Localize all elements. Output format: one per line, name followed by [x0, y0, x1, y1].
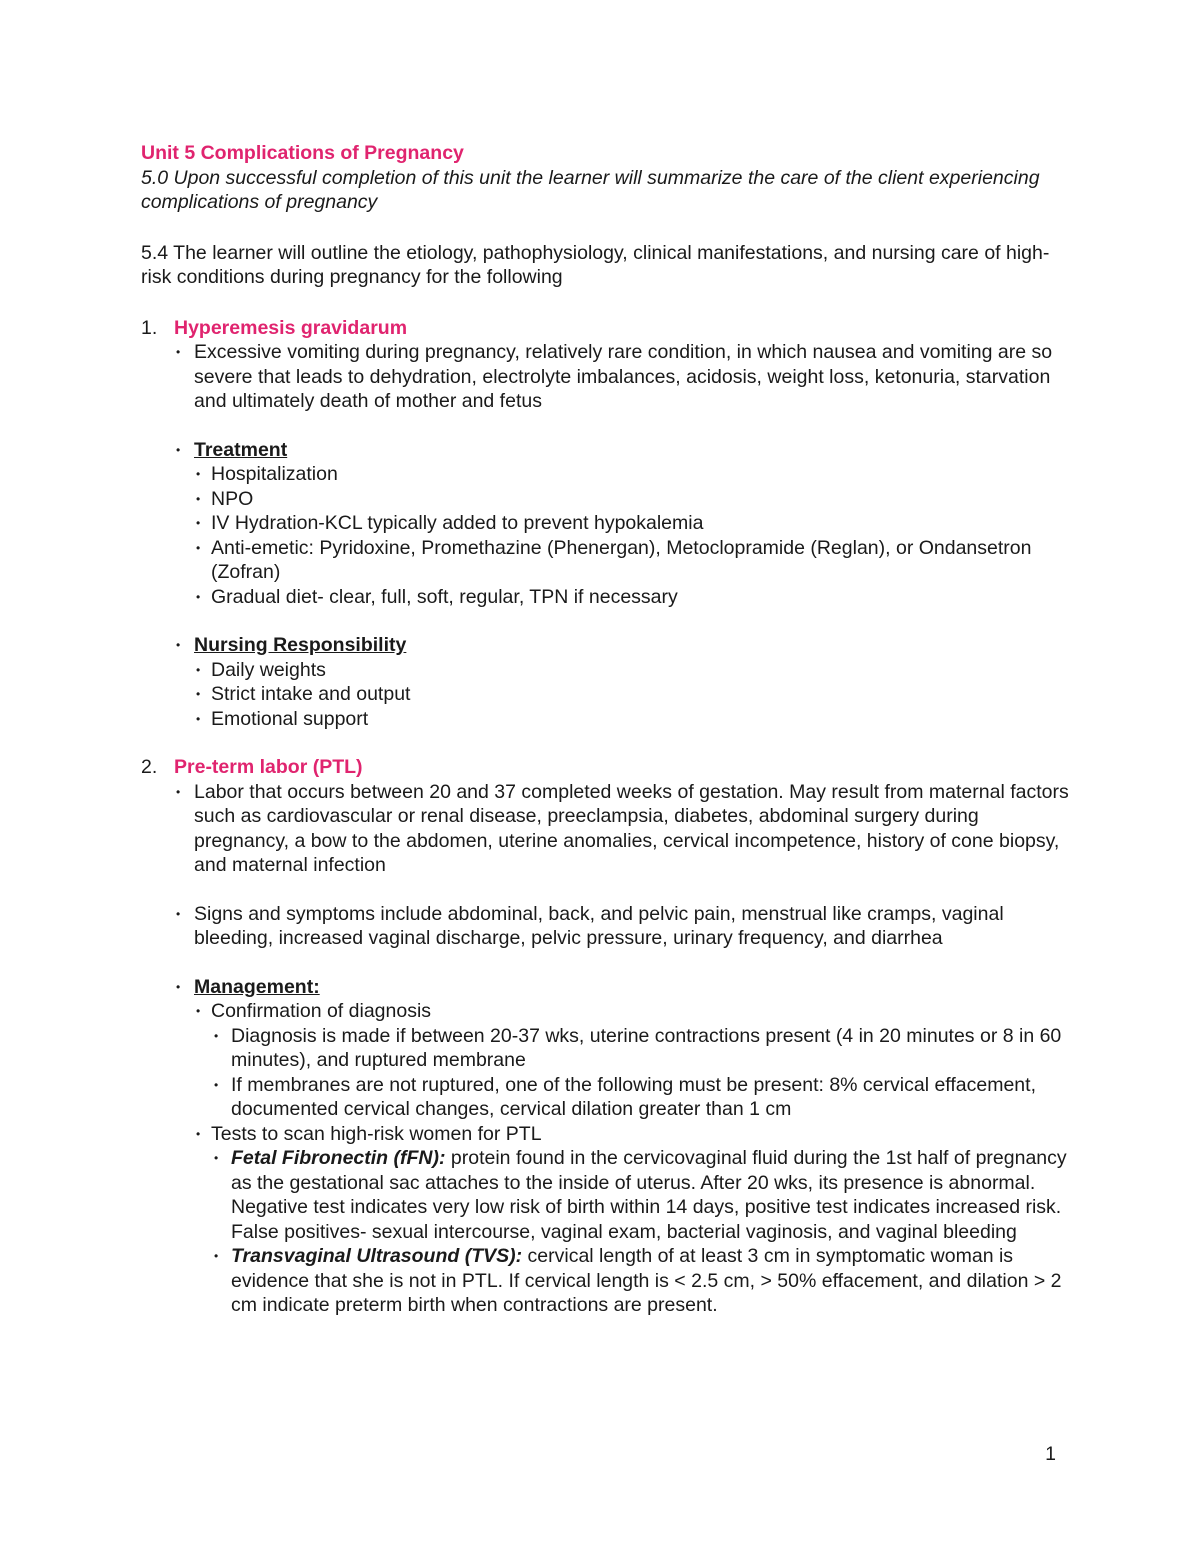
bullet-icon: • [176, 442, 181, 457]
list-item [141, 487, 1071, 512]
treatment-item: NPO [211, 487, 254, 510]
bullet-icon: • [176, 638, 181, 652]
bullet-icon: • [196, 516, 201, 530]
bullet-icon: • [196, 1126, 201, 1141]
bullet-icon: • [176, 345, 181, 359]
list-item [141, 902, 1071, 951]
bullet-icon: • [196, 589, 201, 604]
list-item [141, 462, 1071, 487]
list-item [141, 1146, 1071, 1244]
confirmation-heading: Confirmation of diagnosis [211, 1000, 432, 1022]
list-item [141, 658, 1071, 683]
list-item [141, 536, 1071, 585]
section-2-number: 2. [141, 756, 158, 778]
treatment-list [141, 438, 1071, 610]
bullet-icon: • [176, 906, 181, 921]
bullet-icon: • [214, 1028, 219, 1043]
section-1-list [141, 340, 1071, 414]
list-item [141, 585, 1071, 610]
document-body [141, 141, 1071, 1318]
list-item [141, 1073, 1071, 1122]
nursing-item: Emotional support [211, 707, 369, 730]
list-item [141, 340, 1071, 414]
section-2-list [141, 780, 1071, 878]
list-item [141, 1122, 1071, 1147]
list-item [141, 780, 1071, 878]
treatment-item: IV Hydration-KCL typically added to prevent hypokalemia [211, 512, 704, 534]
signs-list [141, 902, 1071, 951]
list-item [141, 511, 1071, 536]
section-2-definition: Labor that occurs between 20 and 37 completed weeks of gestation. May result from maternal factors such as cardiovascular or renal disease, preeclampsia, diabetes, abdominal surgery during pregnancy, a bow to the abdomen, uterine anomalies, cervical incompetence, history of cone biopsy, and maternal infection [194, 780, 1069, 876]
section-2-title-text: Pre-term labor (PTL) [174, 756, 363, 778]
objective-5-4: 5.4 The learner will outline the etiology, pathophysiology, clinical manifestations, and nursing care of high-risk conditions during pregnancy for the following [141, 241, 1050, 288]
treatment-item: Gradual diet- clear, full, soft, regular, TPN if necessary [211, 585, 678, 608]
nursing-list [141, 633, 1071, 731]
confirmation-item: If membranes are not ruptured, one of the following must be present: 8% cervical effacement, documented cervical changes, cervical dilation greater than 1 cm [231, 1073, 1036, 1120]
bullet-icon: • [214, 1249, 219, 1263]
list-item [141, 438, 1071, 463]
confirmation-item: Diagnosis is made if between 20-37 wks, uterine contractions present (4 in 20 minutes or 8 in 60 minutes), and ruptured membrane [231, 1024, 1062, 1071]
section-1-number: 1. [141, 316, 158, 339]
bullet-icon: • [196, 1004, 201, 1018]
treatment-item: Hospitalization [211, 463, 338, 485]
list-item [141, 975, 1071, 1000]
nursing-item: Strict intake and output [211, 683, 411, 705]
page-number: 1 [1045, 1443, 1056, 1465]
list-item [141, 1244, 1071, 1318]
unit-title: Unit 5 Complications of Pregnancy [141, 142, 464, 164]
nursing-heading: Nursing Responsibility [194, 634, 407, 656]
list-item [141, 707, 1071, 732]
tests-heading: Tests to scan high-risk women for PTL [211, 1122, 542, 1145]
bullet-icon: • [176, 784, 181, 799]
bullet-icon: • [196, 687, 201, 701]
signs-symptoms: Signs and symptoms include abdominal, back, and pelvic pain, menstrual like cramps, vaginal bleeding, increased vaginal discharge, pelvic pressure, urinary frequency, and diarrhea [194, 902, 1004, 949]
section-1-title [141, 316, 1071, 341]
section-1-title-text: Hyperemesis gravidarum [174, 316, 408, 339]
bullet-icon: • [214, 1151, 219, 1165]
section-1-definition: Excessive vomiting during pregnancy, relatively rare condition, in which nausea and vomiting are so severe that leads to dehydration, electrolyte imbalances, acidosis, weight loss, ketonuria, starvation and ultimately death of mother and fetus [194, 341, 1053, 412]
tvs-label: Transvaginal Ultrasound (TVS): [231, 1245, 523, 1267]
section-2-title [141, 755, 1071, 780]
bullet-icon: • [196, 491, 201, 506]
treatment-heading: Treatment [194, 438, 288, 461]
bullet-icon: • [176, 979, 181, 994]
objective-5-0: 5.0 Upon successful completion of this unit the learner will summarize the care of the client experiencing complications of pregnancy [141, 166, 1040, 213]
nursing-item: Daily weights [211, 658, 326, 681]
bullet-icon: • [196, 711, 201, 726]
list-item [141, 633, 1071, 658]
list-item [141, 682, 1071, 707]
ffn-text: protein found in the cervicovaginal fluid during the 1st half of pregnancy as the gestational sac attaches to the inside of uterus. After 20 wks, its presence is abnormal. Negative test indicates very low risk of birth within 14 days, positive test indicates increased risk. False positives- sexual intercourse, vaginal exam, bacterial vaginosis, and vaginal bleeding [231, 1147, 1067, 1243]
bullet-icon: • [214, 1077, 219, 1092]
bullet-icon: • [196, 662, 201, 677]
bullet-icon: • [196, 540, 201, 555]
treatment-item: Anti-emetic: Pyridoxine, Promethazine (Phenergan), Metoclopramide (Reglan), or Ondansetron (Zofran) [211, 536, 1032, 583]
management-heading: Management: [194, 975, 320, 998]
bullet-icon: • [196, 467, 201, 481]
ffn-label: Fetal Fibronectin (fFN): [231, 1147, 446, 1169]
tvs-text: cervical length of at least 3 cm in symptomatic woman is evidence that she is not in PTL. If cervical length is < 2.5 cm, > 50% effacement, and dilation > 2 cm indicate preterm birth when contractions are present. [231, 1245, 1062, 1316]
list-item [141, 1024, 1071, 1073]
management-list [141, 975, 1071, 1318]
list-item [141, 999, 1071, 1024]
